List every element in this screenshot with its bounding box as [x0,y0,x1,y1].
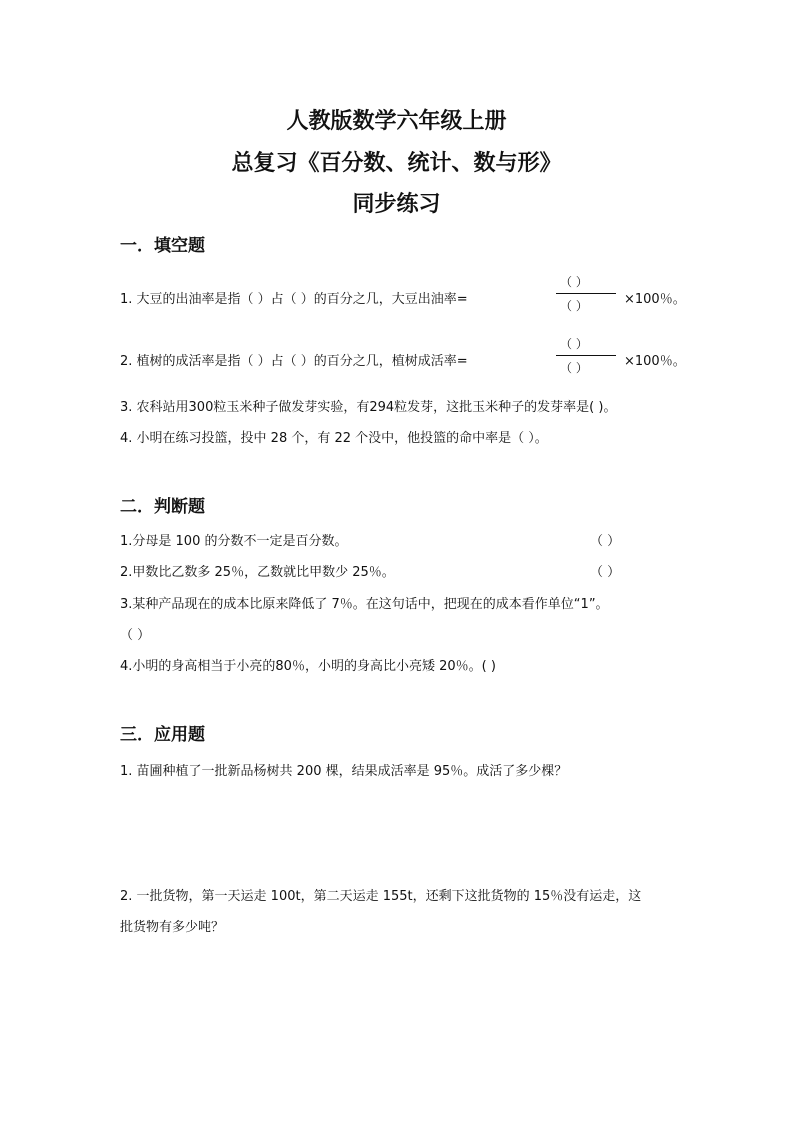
fraction-2-bar [556,355,616,356]
applied-question-1: 1. 苗圃种植了一批新品杨树共 200 棵，结果成活率是 95％。成活了多少棵？ [120,764,568,779]
judge-answer-1[interactable]: （ ） [590,534,621,549]
fraction-1-bar [556,293,616,294]
fill-question-4: 4. 小明在练习投篮，投中 28 个，有 22 个没中，他投篮的命中率是（ ）。 [120,431,548,446]
fill-question-1: 1. 大豆的出油率是指（ ）占（ ）的百分之几，大豆出油率= [120,292,468,307]
fraction-2-numerator: （ ） [560,337,588,351]
applied-question-2-line-1: 2. 一批货物，第一天运走 100t，第二天运走 155t，还剩下这批货物的 15％没有运走，这 [120,889,642,904]
fraction-2-multiplier: ×100％。 [624,354,686,369]
judge-question-4: 4.小明的身高相当于小亮的80％，小明的身高比小亮矮 20％。( ) [120,659,496,674]
section-3-heading: 三．应用题 [120,725,205,745]
judge-answer-2[interactable]: （ ） [590,565,621,580]
title-line-3: 同步练习 [352,191,441,217]
applied-question-2-line-2: 批货物有多少吨？ [120,920,225,935]
section-2-heading: 二．判断题 [120,497,205,517]
fraction-1-numerator: （ ） [560,275,588,289]
fraction-1-denominator: （ ） [560,299,588,313]
fill-question-3: 3. 农科站用300粒玉米种子做发芽实验，有294粒发芽，这批玉米种子的发芽率是( )。 [120,400,617,415]
judge-answer-3[interactable]: （ ） [120,628,151,643]
judge-question-3: 3.某种产品现在的成本比原来降低了 7％。在这句话中，把现在的成本看作单位“1”。 [120,597,609,612]
fill-question-2: 2. 植树的成活率是指（ ）占（ ）的百分之几，植树成活率= [120,354,468,369]
judge-question-1: 1.分母是 100 的分数不一定是百分数。 [120,534,348,549]
fraction-2-denominator: （ ） [560,361,588,375]
judge-question-2: 2.甲数比乙数多 25％，乙数就比甲数少 25％。 [120,565,395,580]
title-line-2: 总复习《百分数、统计、数与形》 [231,150,562,176]
fraction-2 [556,335,616,377]
section-1-heading: 一．填空题 [120,236,205,256]
title-line-1: 人教版数学六年级上册 [286,108,507,134]
fraction-1-multiplier: ×100％。 [624,292,686,307]
fraction-1 [556,273,616,315]
